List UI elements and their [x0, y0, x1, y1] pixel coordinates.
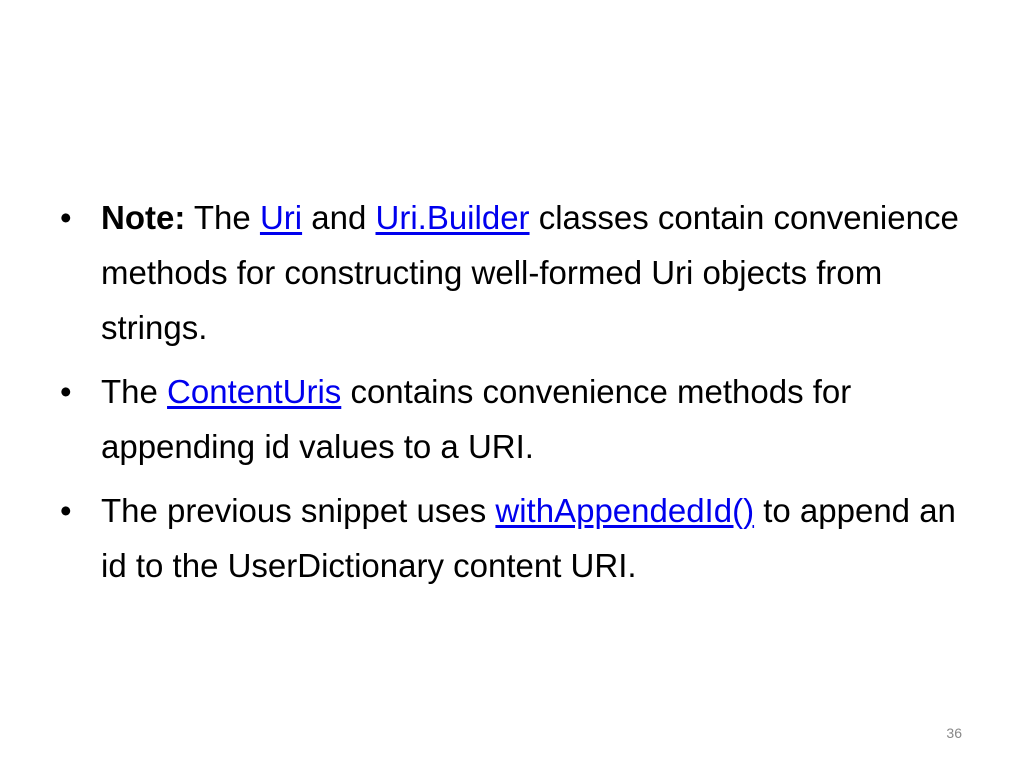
bullet-text: to append an id to the UserDictionary content URI.	[101, 492, 956, 584]
bullet-item-contenturis	[60, 364, 960, 474]
uri-link[interactable]: Uri	[259, 199, 303, 236]
bullet-item-note	[60, 190, 960, 355]
bullet-list	[60, 190, 960, 602]
bullet-dot: •	[60, 492, 72, 529]
note-label: Note:	[101, 199, 186, 236]
bullet-dot: •	[60, 199, 72, 236]
bullet-text: The	[101, 373, 168, 410]
bullet-dot: •	[60, 373, 72, 410]
bullet-text: and	[302, 199, 376, 236]
contenturis-link[interactable]: ContentUris	[167, 373, 342, 410]
bullet-item-withappendedid	[60, 483, 960, 593]
bullet-text: The previous snippet uses	[101, 492, 496, 529]
bullet-text: The	[185, 199, 260, 236]
uri-builder-link[interactable]: Uri.Builder	[375, 199, 530, 236]
bullet-text: contains convenience methods for appending id values to a URI.	[101, 373, 852, 465]
withappendedid-link[interactable]: withAppendedId()	[495, 492, 755, 529]
bullet-text: classes contain convenience methods for constructing well-formed Uri objects from strings.	[101, 199, 959, 346]
page-number: 36	[946, 725, 962, 741]
